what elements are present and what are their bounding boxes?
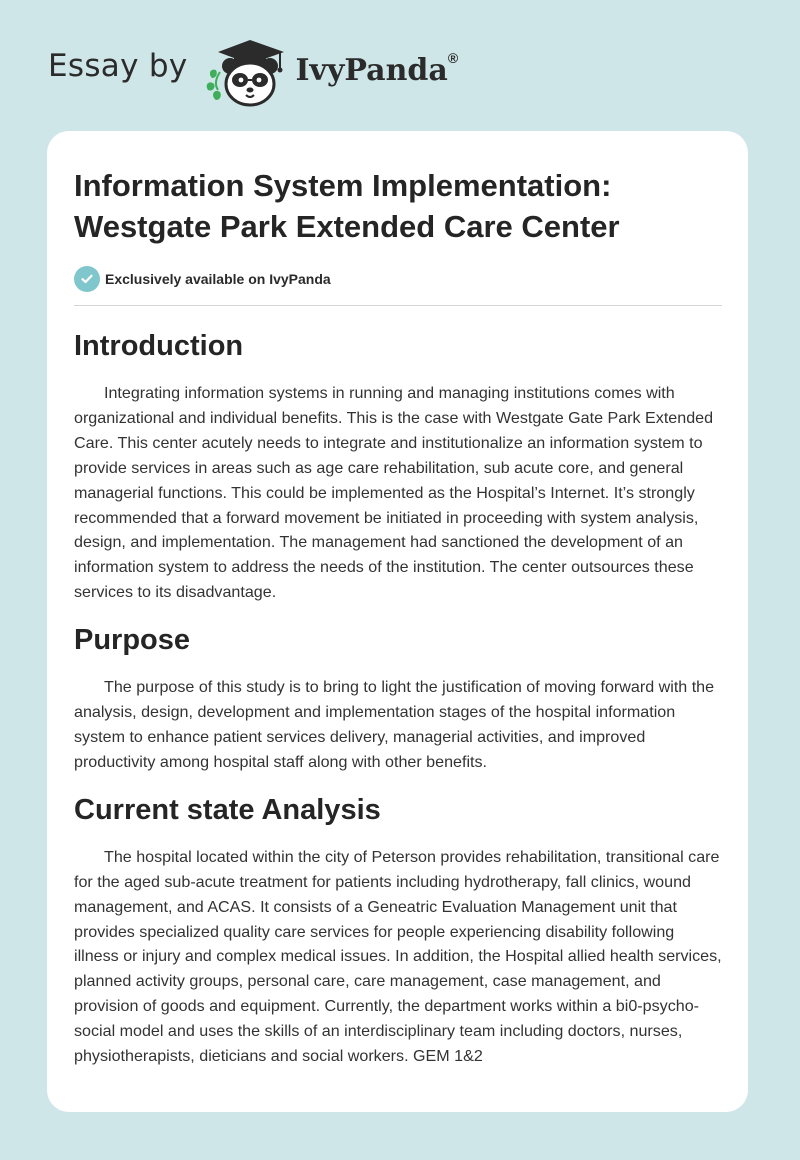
- section-text-purpose: The purpose of this study is to bring to light the justification of moving forward with the analysis, design, development and implementation stages of the hospital information system to enhance patient services delivery, managerial activities, and improved productivity among hospital staff along with other benefits.: [74, 678, 715, 771]
- page-title: [74, 165, 722, 247]
- panda-logo-icon: [202, 34, 294, 110]
- registered-mark: ®: [447, 49, 459, 66]
- section-text-introduction: Integrating information systems in running and managing institutions comes with organizational and individual benefits. This is the case with Westgate Gate Park Extended Care. This center acutely needs to integrate and institutionalize an information system to provide services in areas such as age care rehabilitation, sub acute core, and general managerial functions. This could be implemented as the Hospital’s Internet. It’s strongly recommended that a forward movement be initiated in proceeding with system analysis, design, and implementation. The management had sanctioned the development of an information system to address the needs of the institution. The center outsources these services to its disadvantage.: [74, 384, 714, 602]
- brand-name: IvyPanda®: [295, 49, 459, 88]
- essay-content: [74, 165, 722, 1069]
- brand-prefix: Essay by: [48, 48, 188, 84]
- check-icon: [74, 266, 100, 292]
- divider: [74, 305, 722, 306]
- section-heading-purpose: Purpose: [74, 624, 191, 657]
- brand-header: [48, 34, 458, 110]
- exclusive-label: Exclusively available on IvyPanda: [105, 271, 331, 287]
- page-title-line2: Westgate Park Extended Care Center: [74, 209, 620, 244]
- section-heading-introduction: Introduction: [74, 330, 244, 362]
- section-text-current-state-analysis: The hospital located within the city of Peterson provides rehabilitation, transitional care for the aged sub-acute treatment for patients including hydrotherapy, fall clinics, wound management, and ACAS. It consists of a Geneatric Evaluation Management unit that provides specialized quality care services for people experiencing disability following illness or injury and complex medical issues. In addition, the Hospital allied health services, planned activity groups, personal care, care management, case management, and provision of goods and equipment. Currently, the department works within a bi0-psycho-social model and uses the skills of an interdisciplinary team including doctors, nurses, physiotherapists, dieticians and social workers. GEM 1&2: [74, 847, 722, 1066]
- page-title-line1: Information System Implementation:: [74, 168, 612, 203]
- ivy-leaf-icon: [206, 70, 220, 100]
- essay-card: [47, 131, 748, 1112]
- section-heading-current-state-analysis: Current state Analysis: [74, 793, 381, 826]
- exclusive-badge: [74, 265, 722, 293]
